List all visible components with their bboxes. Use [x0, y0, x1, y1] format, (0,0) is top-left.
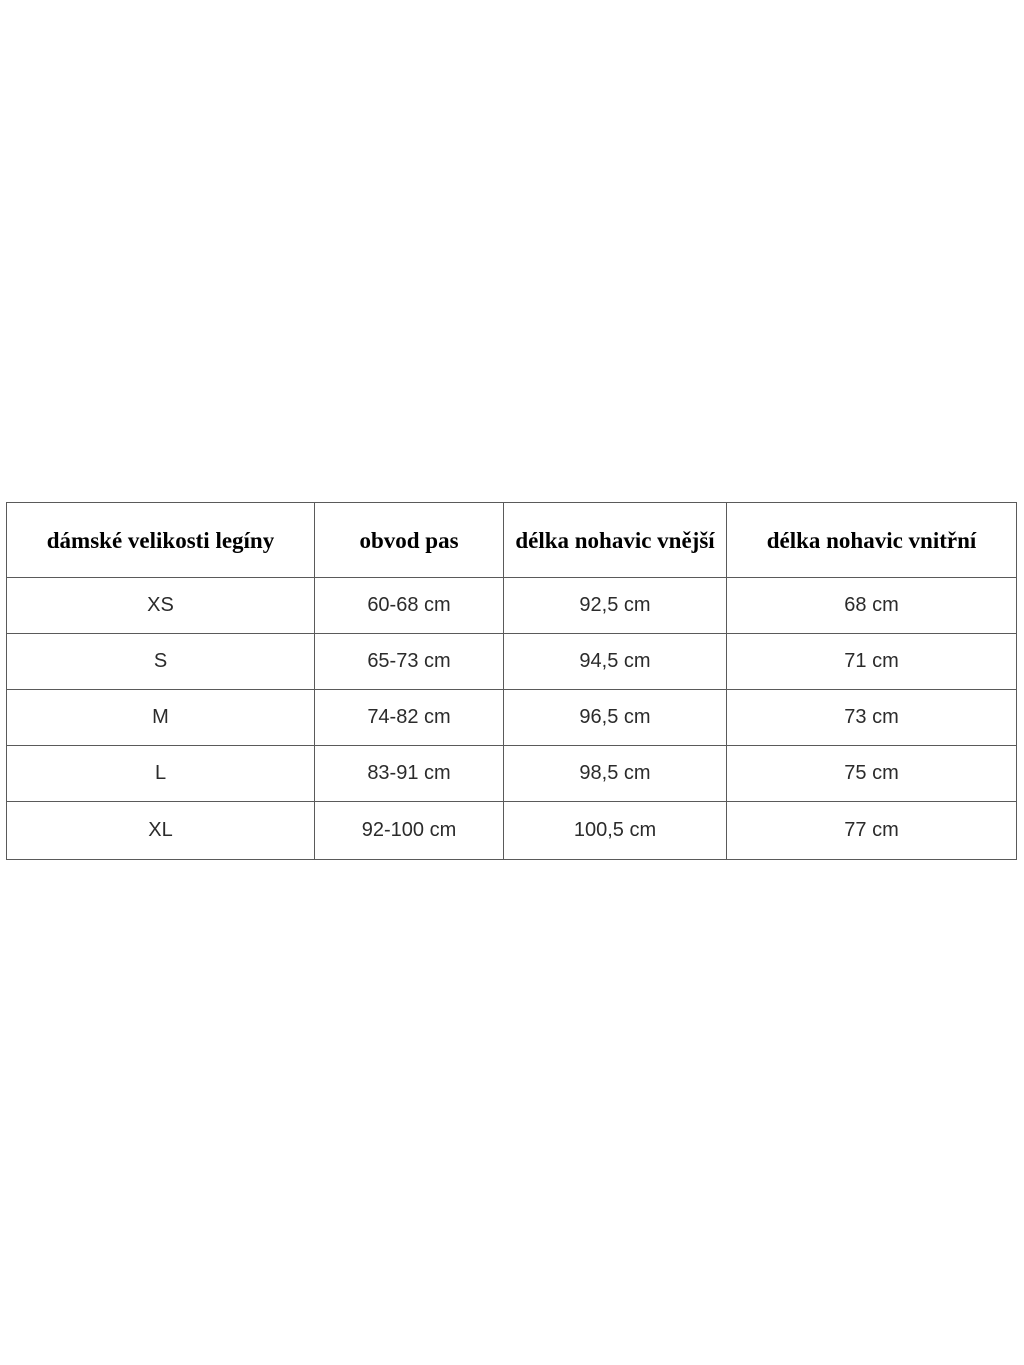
size-cell: XL	[7, 802, 315, 860]
outer-length-cell: 98,5 cm	[504, 746, 727, 802]
table-row	[7, 746, 1017, 802]
size-cell: L	[7, 746, 315, 802]
header-outer-leg-length: délka nohavic vnější	[504, 503, 727, 578]
inner-length-cell: 77 cm	[727, 802, 1017, 860]
waist-cell: 92-100 cm	[315, 802, 504, 860]
waist-cell: 60-68 cm	[315, 578, 504, 634]
waist-cell: 74-82 cm	[315, 690, 504, 746]
size-cell: XS	[7, 578, 315, 634]
table-row	[7, 802, 1017, 860]
size-cell: S	[7, 634, 315, 690]
waist-cell: 83-91 cm	[315, 746, 504, 802]
header-size: dámské velikosti legíny	[7, 503, 315, 578]
inner-length-cell: 71 cm	[727, 634, 1017, 690]
table-row	[7, 578, 1017, 634]
size-cell: M	[7, 690, 315, 746]
table-row	[7, 690, 1017, 746]
table-header-row	[7, 503, 1017, 578]
outer-length-cell: 94,5 cm	[504, 634, 727, 690]
outer-length-cell: 92,5 cm	[504, 578, 727, 634]
inner-length-cell: 73 cm	[727, 690, 1017, 746]
header-waist: obvod pas	[315, 503, 504, 578]
waist-cell: 65-73 cm	[315, 634, 504, 690]
table-row	[7, 634, 1017, 690]
outer-length-cell: 100,5 cm	[504, 802, 727, 860]
size-chart-table	[6, 502, 1017, 860]
inner-length-cell: 68 cm	[727, 578, 1017, 634]
header-inner-leg-length: délka nohavic vnitřní	[727, 503, 1017, 578]
inner-length-cell: 75 cm	[727, 746, 1017, 802]
outer-length-cell: 96,5 cm	[504, 690, 727, 746]
